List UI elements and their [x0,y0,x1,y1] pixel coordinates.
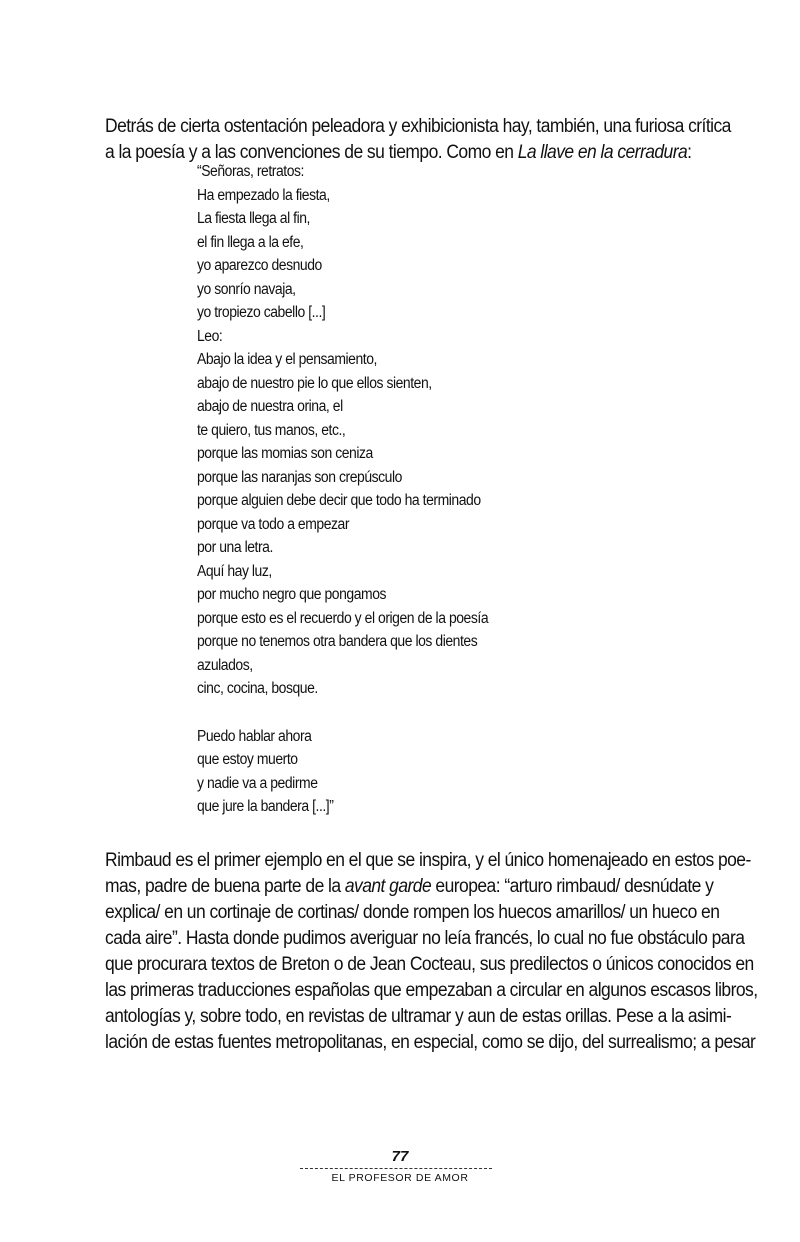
poem-verse: porque alguien debe decir que todo ha terminado [197,492,481,509]
poem-verse: por una letra. [197,539,273,556]
page-number: 77 [391,1148,409,1165]
poem-verse: por mucho negro que pongamos [197,586,387,603]
book-title-reference: La llave en la cerradura [517,142,688,163]
intro-line: Detrás de cierta ostentación peleadora y exhibicionista hay, también, una furiosa crítica [105,116,731,137]
poem-verse: porque va todo a empezar [197,515,350,533]
closing-text: mas, padre de buena parte de la [105,876,345,897]
poem-verse: yo aparezco desnudo [197,257,322,274]
poem-verse: porque las naranjas son crepúsculo [197,468,402,486]
poem-verse: abajo de nuestro pie lo que ellos sienten, [197,374,432,392]
closing-line: las primeras traducciones españolas que empezaban a circular en algunos escasos libros, [105,980,758,1001]
intro-paragraph [105,114,731,166]
poem-verse: que estoy muerto [197,751,298,768]
intro-text: a la poesía y a las convenciones de su tiempo. Como en [105,142,518,163]
poem-verse: Puedo hablar ahora [197,727,312,745]
poem-verse: el fin llega a la efe, [197,233,304,251]
closing-line: cada aire”. Hasta donde pudimos averiguar no leía francés, lo cual no fue obstáculo para [105,928,745,949]
italic-term: avant garde [344,876,432,897]
poem-verse: Aquí hay luz, [197,562,272,580]
poem-verse: cinc, cocina, bosque. [197,680,318,697]
poem-verse: Leo: [197,327,223,345]
closing-line: que procurara textos de Breton o de Jean Cocteau, sus predilectos o únicos conocidos en [105,954,754,975]
closing-paragraph [105,848,758,1056]
poem-quote [197,160,575,819]
poem-verse: que jure la bandera [...]” [197,798,334,815]
poem-verse: yo sonrío navaja, [197,280,296,298]
poem-verse: y nadie va a pedirme [197,774,318,792]
closing-line: Rimbaud es el primer ejemplo en el que se inspira, y el único homenajeado en estos poe- [105,850,751,871]
closing-text: europea: “arturo rimbaud/ desnúdate y [431,876,714,897]
poem-verse: “Señoras, retratos: [197,163,304,180]
stanza-break [197,701,575,725]
poem-verse: La fiesta llega al fin, [197,210,310,227]
running-footer-title: EL PROFESOR DE AMOR [331,1172,469,1184]
closing-line: explica/ en un cortinaje de cortinas/ donde rompen los huecos amarillos/ un hueco en [105,902,720,923]
footer-divider [300,1168,492,1169]
poem-verse: abajo de nuestra orina, el [197,398,343,415]
poem-verse: azulados, [197,656,253,674]
closing-line [105,874,714,900]
closing-line: antologías y, sobre todo, en revistas de ultramar y aun de estas orillas. Pese a la asimi- [105,1006,732,1027]
poem-verse: porque no tenemos otra bandera que los dientes [197,633,478,650]
poem-verse: porque esto es el recuerdo y el origen de la poesía [197,609,489,627]
poem-verse: Ha empezado la fiesta, [197,186,330,204]
poem-verse: Abajo la idea y el pensamiento, [197,351,377,368]
poem-verse: te quiero, tus manos, etc., [197,421,346,439]
closing-line: lación de estas fuentes metropolitanas, en especial, como se dijo, del surrealismo; a pesar [105,1032,756,1053]
poem-verse: porque las momias son ceniza [197,445,373,462]
poem-verse: yo tropiezo cabello [...] [197,304,326,321]
intro-punctuation: : [687,142,692,163]
